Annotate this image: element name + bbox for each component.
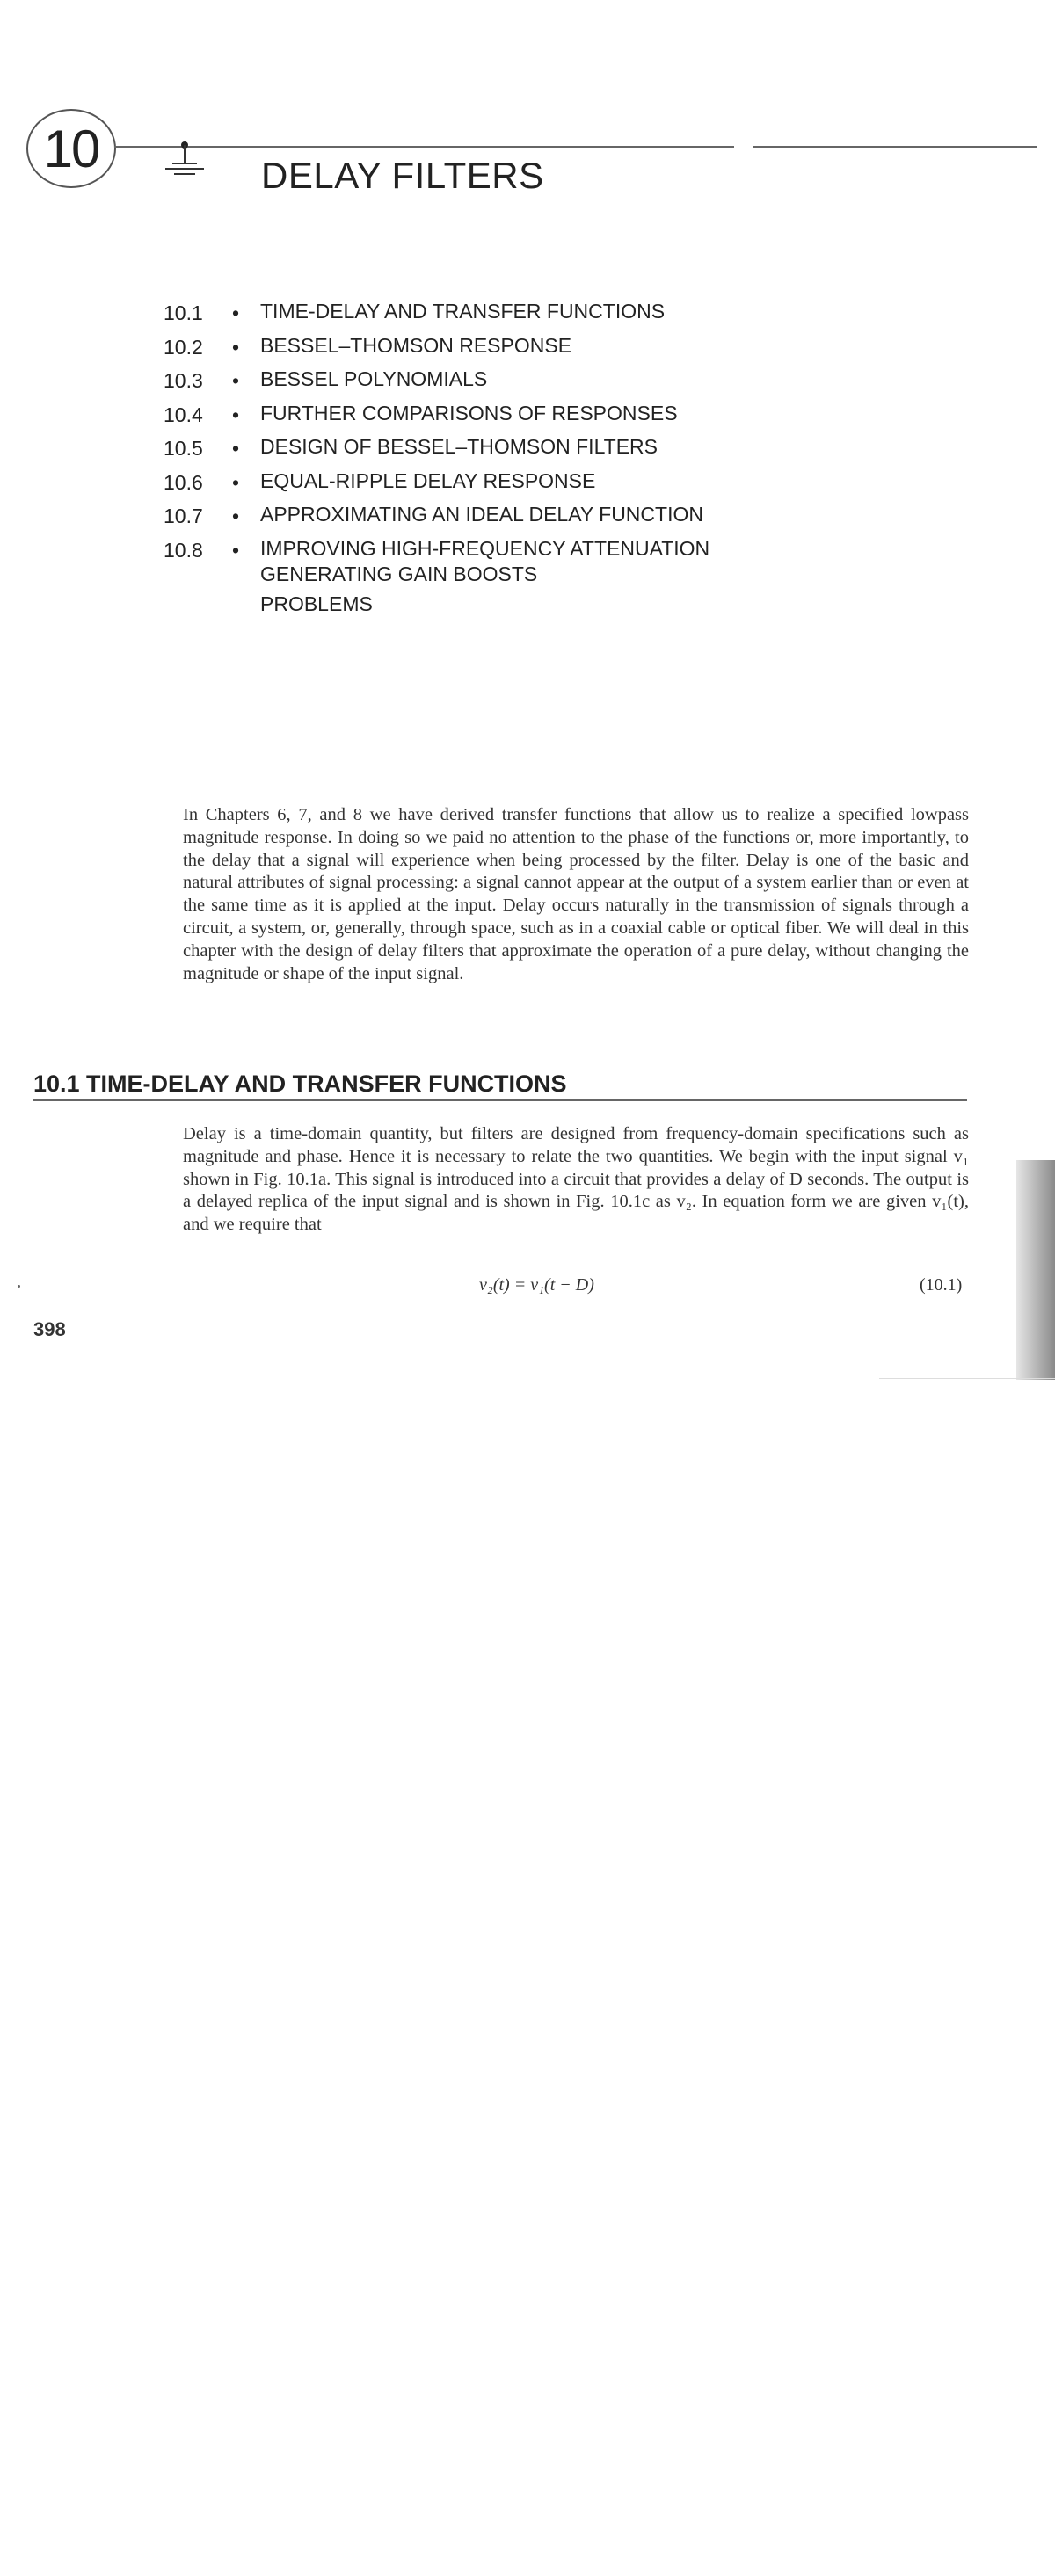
toc-title-line: TIME-DELAY AND TRANSFER FUNCTIONS	[260, 300, 666, 323]
chapter-title: DELAY FILTERS	[261, 155, 544, 196]
toc-title-line: EQUAL-RIPPLE DELAY RESPONSE	[260, 468, 596, 492]
section-heading: 10.1 TIME-DELAY AND TRANSFER FUNCTIONS	[33, 1070, 567, 1097]
toc-section-title	[260, 468, 797, 494]
toc-section-number: 10.2	[164, 335, 203, 359]
toc-item	[164, 536, 797, 590]
toc-bullet: •	[232, 437, 240, 460]
page-number: 398	[33, 1318, 66, 1340]
toc-title-line: BESSEL POLYNOMIALS	[260, 367, 488, 390]
toc-title-line: GENERATING GAIN BOOSTS	[260, 562, 538, 585]
toc-item	[164, 301, 797, 336]
toc-bullet: •	[232, 335, 240, 359]
toc-section-number: 10.3	[164, 369, 203, 392]
toc-section-title	[260, 502, 797, 527]
toc-bullet: •	[232, 538, 240, 562]
toc-section-title	[260, 401, 797, 426]
intro-paragraph: In Chapters 6, 7, and 8 we have derived transfer functions that allow us to realize a specified lowpass magnitude response. In doing so we paid no attention to the phase of the functions or, more importantly, to the delay that a signal will experience when being processed by the filter. Delay is one of the basic and natural attributes of signal processing: a signal cannot appear at the output of a system earlier than or even at the same time as it is applied at the input. Delay occurs naturally in the transmission of signals through a circuit, a system, or, generally, through space, such as in a coaxial cable or optical fiber. We will deal in this chapter with the design of delay filters that approximate the operation of a pure delay, without changing the magnitude or shape of the input signal.	[183, 805, 969, 983]
ground-symbol-icon	[149, 139, 211, 183]
header-rule-gap	[734, 141, 753, 151]
toc-section-title	[260, 333, 797, 359]
toc-title-line: BESSEL–THOMSON RESPONSE	[260, 333, 572, 357]
toc-section-number: 10.6	[164, 470, 203, 494]
toc-section-title	[260, 299, 797, 324]
toc-problems: PROBLEMS	[260, 591, 373, 615]
toc-item	[164, 403, 797, 438]
equation-number: (10.1)	[920, 1275, 963, 1295]
table-of-contents	[164, 301, 797, 616]
toc-section-title	[260, 434, 797, 460]
toc-bullet: •	[232, 403, 240, 426]
chapter-number-badge	[26, 109, 116, 188]
toc-bullet: •	[232, 470, 240, 494]
scan-artifact-dot	[18, 1285, 20, 1288]
toc-section-number: 10.7	[164, 504, 203, 527]
chapter-number: 10	[43, 119, 99, 178]
chapter-header-rule	[114, 146, 1037, 148]
toc-bullet: •	[232, 504, 240, 527]
toc-section-title	[260, 366, 797, 392]
section-rule	[33, 1099, 967, 1101]
equation: v₂(t) = v₁(t − D)	[479, 1275, 594, 1295]
scan-edge-shadow	[1016, 1160, 1055, 1380]
toc-section-number: 10.8	[164, 538, 203, 562]
toc-title-line: APPROXIMATING AN IDEAL DELAY FUNCTION	[260, 503, 703, 526]
toc-section-number: 10.5	[164, 437, 203, 460]
toc-title-line: IMPROVING HIGH-FREQUENCY ATTENUATION	[260, 536, 710, 560]
toc-item	[164, 468, 797, 505]
toc-section-number: 10.1	[164, 301, 203, 324]
toc-item	[164, 437, 797, 471]
toc-bullet: •	[232, 369, 240, 392]
toc-section-number: 10.4	[164, 403, 203, 426]
section-paragraph: Delay is a time-domain quantity, but filters are designed from frequency-domain specifications such as magnitude and phase. Hence it is necessary to relate the two quantities. We begin with the input signal v₁ shown in Fig. 10.1a. This signal is introduced into a circuit that provides a delay of D seconds. The output is a delayed replica of the input signal and is shown in Fig. 10.1c as v₂. In equation form we are given v₁(t), and we require that	[183, 1124, 969, 1235]
toc-item	[164, 333, 797, 370]
toc-item	[164, 504, 797, 539]
bottom-scan-rule	[879, 1378, 1055, 1379]
toc-title-line: DESIGN OF BESSEL–THOMSON FILTERS	[260, 435, 658, 458]
toc-bullet: •	[232, 301, 240, 324]
toc-section-title	[260, 536, 797, 587]
toc-title-line: FURTHER COMPARISONS OF RESPONSES	[260, 401, 678, 424]
toc-item	[164, 369, 797, 403]
